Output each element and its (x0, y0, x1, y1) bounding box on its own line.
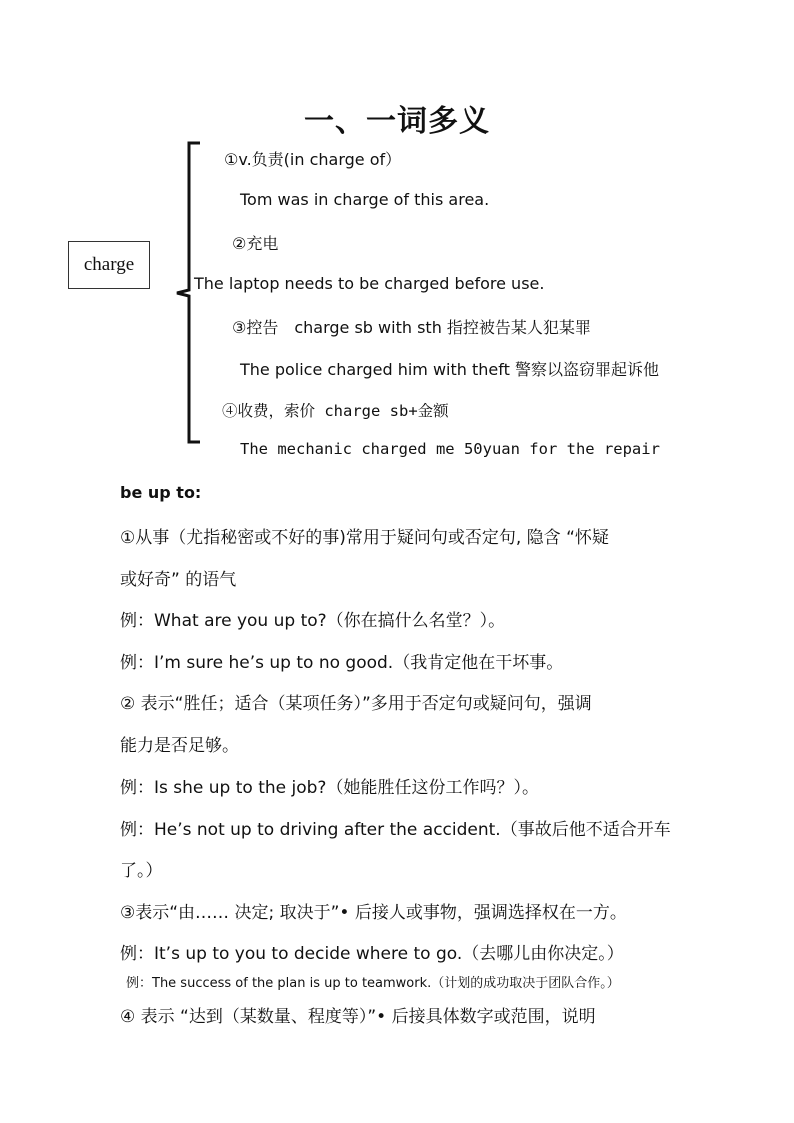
charge-meaning-2: ②充电 (232, 234, 279, 253)
be-up-to-line-10: ③表示“由…… 决定; 取决于”• 后接人或事物，强调选择权在一方。 (120, 903, 627, 923)
charge-example-2: The laptop needs to be charged before use. (194, 274, 545, 293)
charge-meaning-3: ③控告 charge sb with sth 指控被告某人犯某罪 (232, 318, 591, 337)
be-up-to-line-3: 例：What are you up to?（你在搞什么名堂？）。 (120, 611, 506, 631)
be-up-to-line-4: 例：I’m sure he’s up to no good.（我肯定他在干坏事。 (120, 653, 564, 673)
be-up-to-line-11: 例：It’s up to you to decide where to go.（去哪儿由你决定。） (120, 944, 624, 964)
be-up-to-line-12: 例：The success of the plan is up to teamwork.（计划的成功取决于团队合作。） (126, 976, 620, 991)
be-up-to-line-1: ①从事（尤指秘密或不好的事)常用于疑问句或否定句, 隐含 “怀疑 (120, 528, 609, 548)
be-up-to-line-9: 了。） (120, 861, 163, 881)
be-up-to-line-8: 例：He’s not up to driving after the accident.（事故后他不适合开车 (120, 820, 671, 840)
charge-meaning-4: ④收费，索价 charge sb+金额 (222, 402, 449, 420)
be-up-to-line-6: 能力是否足够。 (120, 736, 239, 756)
charge-example-1: Tom was in charge of this area. (240, 190, 490, 209)
charge-example-4: The mechanic charged me 50yuan for the repair (240, 440, 660, 458)
bracket-icon (170, 140, 210, 446)
be-up-to-line-7: 例：Is she up to the job?（她能胜任这份工作吗？）。 (120, 778, 539, 798)
be-up-to-line-13: ④ 表示 “达到（某数量、程度等）”• 后接具体数字或范围，说明 (120, 1007, 596, 1027)
be-up-to-line-5: ② 表示“胜任；适合（某项任务）”多用于否定句或疑问句，强调 (120, 694, 592, 714)
charge-meaning-1: ①v.负责(in charge of） (224, 150, 402, 169)
page-title: 一、一词多义 (304, 104, 490, 139)
be-up-to-line-2: 或好奇” 的语气 (120, 570, 237, 590)
be-up-to-heading: be up to: (120, 483, 202, 502)
word-box-charge: charge (68, 241, 150, 289)
charge-example-3: The police charged him with theft 警察以盗窃罪起诉他 (240, 360, 659, 379)
